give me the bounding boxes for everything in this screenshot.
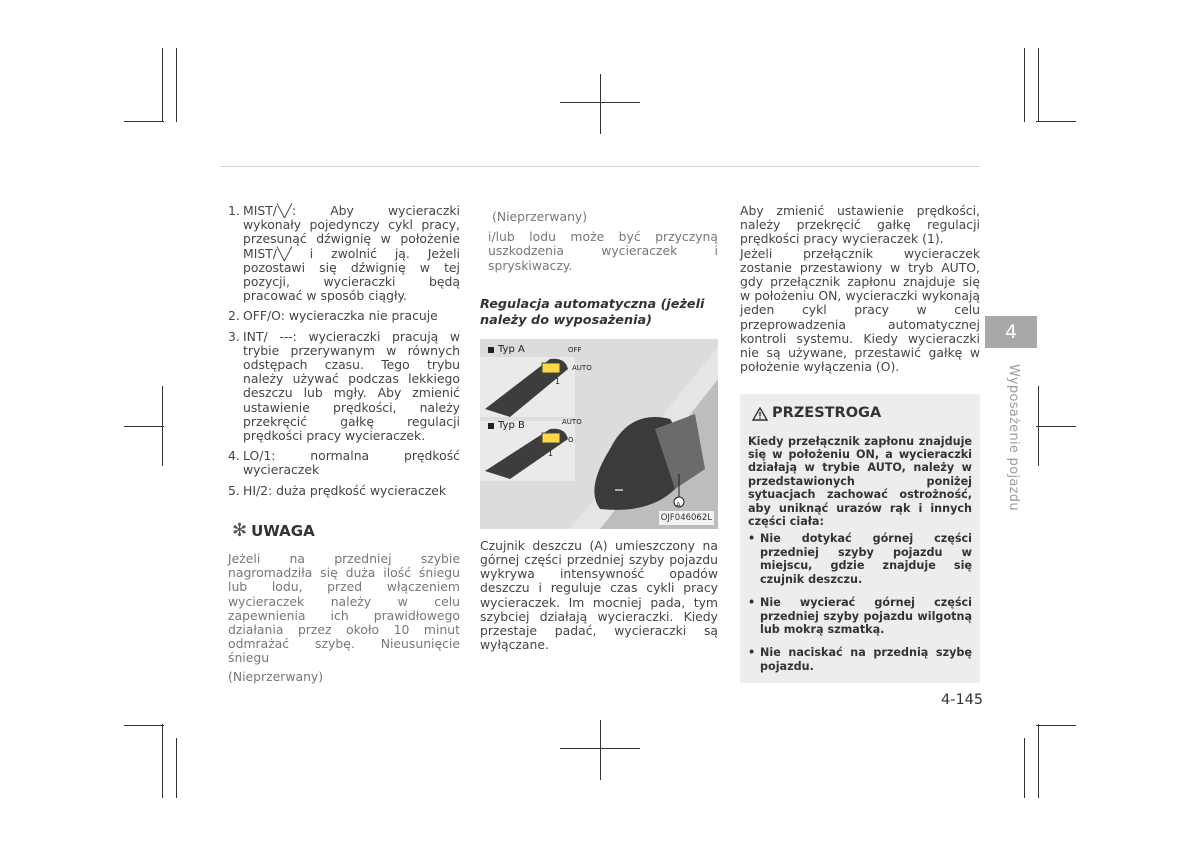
column-3 [740, 204, 980, 683]
square-bullet-icon [488, 347, 494, 353]
crop-mark [1038, 724, 1039, 798]
figure-label-1: 1 [555, 376, 561, 386]
crop-mark [560, 102, 640, 103]
continued-label: (Nieprzerwany) [228, 668, 324, 684]
crop-mark [1038, 48, 1039, 122]
note-title: UWAGA [251, 521, 315, 540]
list-item: 5. HI/2: duża prędkość wycieraczek [228, 482, 447, 498]
page-number: 4-145 [941, 692, 984, 708]
square-bullet-icon [488, 423, 494, 429]
paragraph: Jeżeli przełącznik wycieraczek zostanie przestawiony w tryb AUTO, gdy przełącznik zapłonu znajduje się w położeniu ON, wycieraczki wykonają jeden cykl pracy w celu przeprowadzenia automatycznej kontroli systemu. Kiedy wycieraczki nie są używane, przestawić gałkę w położenie wyłączenia (O). [740, 245, 980, 375]
figure-label-auto: AUTO [572, 363, 592, 372]
crop-mark [176, 738, 177, 798]
crop-mark [600, 720, 601, 780]
note-text: Jeżeli na przedniej szybie nagromadziła się duża ilość śniegu lub lodu, przed włączeniem wycieraczek należy w celu zapewnienia ich prawidłowego działania przez około 10 minut odmrażać szybę. Nieusunięcie śniegu [228, 551, 460, 666]
column-2 [480, 210, 718, 652]
crop-mark [124, 121, 164, 122]
crop-mark [124, 426, 164, 427]
list-item: 1. MIST/╲╱: Aby wycieraczki wykonały pojedynczy cykl pracy, przesunąć dźwignię w położenie MIST/╲╱ i zwolnić ją. Jeżeli pozostawi się dźwignię w tej pozycji, wycieraczki będą pracować w sposób ciągły. [228, 203, 460, 304]
caution-heading [752, 406, 972, 420]
crop-mark [560, 748, 640, 749]
figure-label-off: OFF [568, 345, 582, 354]
crop-mark [1024, 738, 1025, 798]
note-heading [232, 519, 460, 541]
header-rule [220, 166, 980, 167]
section-subheading: Regulacja automatyczna (jeżeli należy do wyposażenia) [480, 296, 705, 328]
warning-triangle-icon [752, 407, 768, 421]
list-item: 2. OFF/O: wycieraczka nie pracuje [228, 308, 438, 324]
crop-mark [1036, 121, 1076, 122]
crop-mark [176, 48, 177, 122]
chapter-title: Wyposażenie pojazdu [1006, 364, 1021, 511]
column-1 [228, 204, 460, 684]
paragraph: Aby zmienić ustawienie prędkości, należy przekręcić gałkę regulacji prędkości pracy wycieraczek (1). [740, 203, 980, 247]
caution-intro: Kiedy przełącznik zapłonu znajduje się w położeniu ON, a wycieraczki działają w trybie AUTO, należy w przedstawionych poniżej sytuacjach zachować ostrożność, aby uniknąć urazów rąk i innych części ciała: [748, 434, 972, 529]
asterisk-icon: ✻ [232, 519, 248, 541]
crop-mark [162, 48, 163, 122]
caution-bullet: • Nie wycierać górnej części przedniej szyby pojazdu wilgotną lub mokrą szmatką. [748, 596, 972, 636]
caution-bullet: • Nie dotykać górnej części przedniej szyby pojazdu w miejscu, gdzie znajduje się czujnik deszczu. [748, 532, 972, 586]
figure-code: OJF046062L [659, 511, 714, 525]
wiper-diagram [480, 339, 718, 529]
crop-mark [1036, 725, 1076, 726]
figure-type-b: Typ B [488, 419, 525, 433]
figure-label-1b: 1 [548, 448, 554, 458]
list-item: 3. INT/ ---: wycieraczki pracują w trybie przerywanym w równych odstępach czasu. Tego trybu należy używać podczas lekkiego deszczu lub mgły. Aby zmienić ustawienie prędkości, należy przekręcić gałkę regulacji prędkości pracy wycieraczek. [228, 328, 460, 444]
continued-label: (Nieprzerwany) [492, 209, 588, 224]
figure-label-a: A [676, 500, 681, 509]
caution-title: PRZESTROGA [772, 405, 882, 422]
list-item: 4. LO/1: normalna prędkość wycieraczek [228, 448, 460, 478]
crop-mark [124, 725, 164, 726]
crop-mark [600, 74, 601, 134]
figure-type-a: Typ A [488, 343, 525, 357]
caution-box [740, 394, 980, 683]
figure-label-auto-b: AUTO [562, 417, 582, 426]
caution-bullet: • Nie naciskać na przednią szybę pojazdu. [748, 646, 972, 673]
rain-sensor-description: Czujnik deszczu (A) umieszczony na górnej części przedniej szyby pojazdu wykrywa intensywność opadów deszczu i reguluje czas cykli pracy wycieraczek. Im mocniej pada, tym szybciej działają wycieraczki. Kiedy przestaje padać, wycieraczki są wyłączane. [480, 537, 718, 653]
figure-label-o: O [568, 435, 574, 444]
chapter-tab: 4 [985, 316, 1037, 348]
crop-mark [1024, 48, 1025, 122]
note-continuation: i/lub lodu może być przyczyną uszkodzenia wycieraczek i spryskiwaczy. [488, 229, 718, 273]
crop-mark [162, 724, 163, 798]
rain-sensor-figure [480, 339, 718, 529]
crop-mark [1036, 426, 1076, 427]
